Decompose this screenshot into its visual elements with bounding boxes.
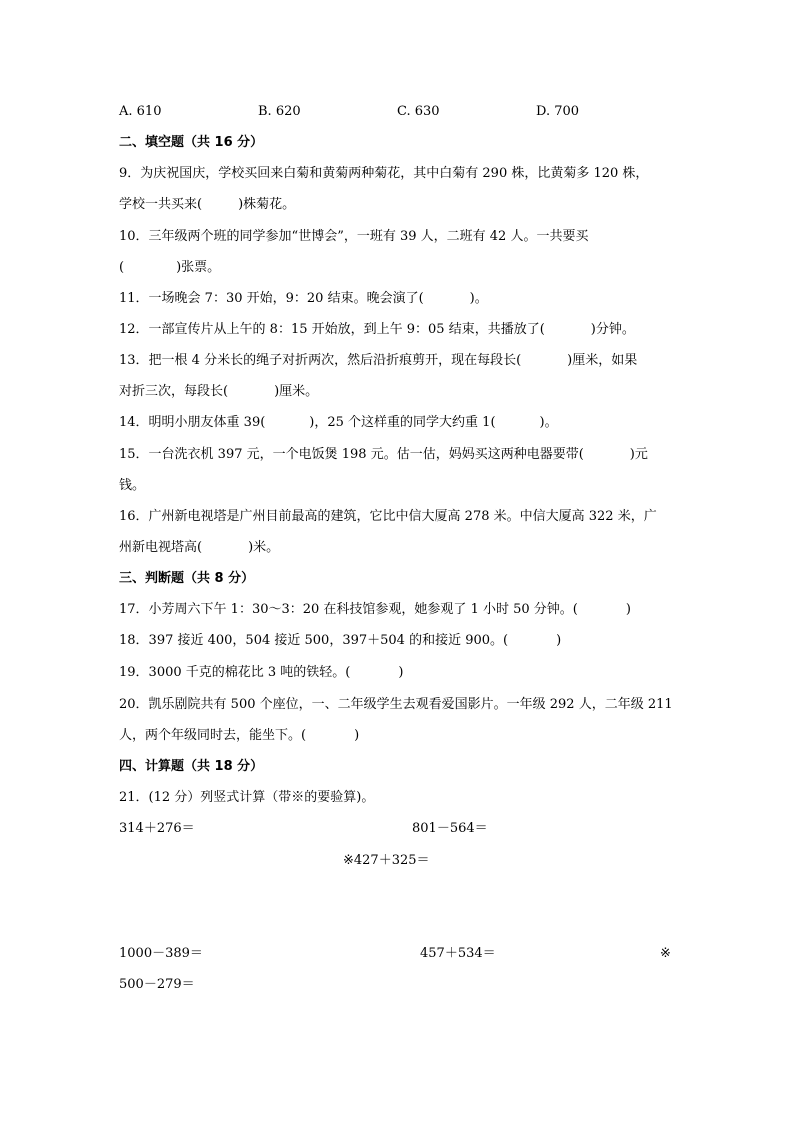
calc-2: 801－564＝ bbox=[412, 821, 488, 836]
q19-text-b: ) bbox=[398, 665, 404, 680]
q14-text-b: )，25 个这样重的同学大约重 1( bbox=[309, 415, 496, 430]
option-c: C. 630 bbox=[397, 104, 440, 119]
q20-line2 bbox=[119, 727, 359, 745]
q21-intro: 21．(12 分）列竖式计算（带※的要验算)。 bbox=[119, 790, 375, 805]
section-3-title: 三、判断题（共 8 分） bbox=[119, 571, 255, 586]
q19-text-a: 19．3000 千克的棉花比 3 吨的铁轻。( bbox=[119, 665, 351, 680]
q9-line2 bbox=[119, 196, 295, 214]
q11 bbox=[119, 290, 488, 308]
q13-line2 bbox=[119, 383, 318, 401]
q10-line2 bbox=[119, 259, 220, 277]
q16-line2 bbox=[119, 539, 279, 557]
calc-3: ※427＋325＝ bbox=[343, 853, 430, 868]
q13-text-d: )厘米。 bbox=[274, 384, 319, 399]
q10-line1: 10．三年级两个班的同学参加“世博会”，一班有 39 人，二班有 42 人。一共要买 bbox=[119, 229, 589, 244]
q18-text-a: 18．397 接近 400，504 接近 500，397＋504 的和接近 900。( bbox=[119, 633, 509, 648]
q16-line1: 16．广州新电视塔是广州目前最高的建筑，它比中信大厦高 278 米。中信大厦高 322 米，广 bbox=[119, 509, 657, 524]
q12-text-a: 12．一部宣传片从上午的 8：15 开始放，到上午 9：05 结束，共播放了( bbox=[119, 322, 545, 337]
q15-line2: 钱。 bbox=[119, 478, 146, 493]
q9-text-b: )株菊花。 bbox=[238, 197, 296, 212]
q9-line1: 9．为庆祝国庆，学校买回来白菊和黄菊两种菊花，其中白菊有 290 株，比黄菊多 120 株， bbox=[119, 166, 649, 181]
section-4-title: 四、计算题（共 18 分） bbox=[119, 759, 264, 774]
q13-text-b: )厘米，如果 bbox=[567, 353, 638, 368]
q17-text-b: ) bbox=[625, 602, 631, 617]
q11-text-a: 11．一场晚会 7：30 开始，9：20 结束。晚会演了( bbox=[119, 291, 424, 306]
option-d: D. 700 bbox=[536, 104, 580, 119]
option-b: B. 620 bbox=[258, 104, 301, 119]
q13-text-c: 对折三次，每段长( bbox=[119, 384, 229, 399]
q16-text-b: )米。 bbox=[248, 540, 280, 555]
calc-4: 1000－389＝ bbox=[119, 946, 203, 961]
q14-text-a: 14．明明小朋友体重 39( bbox=[119, 415, 266, 430]
q9-text-a: 学校一共买来( bbox=[119, 197, 203, 212]
q17-text-a: 17．小芳周六下午 1：30～3：20 在科技馆参观，她参观了 1 小时 50 分钟。( bbox=[119, 602, 578, 617]
q13-line1 bbox=[119, 352, 637, 370]
q20-text-a: 人，两个年级同时去，能坐下。( bbox=[119, 728, 307, 743]
calc-6: 500－279＝ bbox=[119, 977, 195, 992]
q20-line1: 20．凯乐剧院共有 500 个座位，一、二年级学生去观看爱国影片。一年级 292 人，二年级 211 bbox=[119, 697, 673, 712]
calc-1: 314＋276＝ bbox=[119, 821, 195, 836]
q13-text-a: 13．把一根 4 分米长的绳子对折两次，然后沿折痕剪开，现在每段长( bbox=[119, 353, 522, 368]
q18-text-b: ) bbox=[556, 633, 562, 648]
option-a: A. 610 bbox=[119, 104, 162, 119]
q12 bbox=[119, 321, 635, 339]
q16-text-a: 州新电视塔高( bbox=[119, 540, 203, 555]
q20-text-b: ) bbox=[354, 728, 360, 743]
calc-5: 457＋534＝ bbox=[420, 946, 496, 961]
q15-text-a: 15．一台洗衣机 397 元，一个电饭煲 198 元。估一估，妈妈买这两种电器要带( bbox=[119, 447, 584, 462]
q11-text-b: )。 bbox=[469, 291, 488, 306]
q14-text-c: )。 bbox=[539, 415, 558, 430]
q10-text-b: )张票。 bbox=[176, 260, 221, 275]
q19 bbox=[119, 664, 403, 682]
q12-text-b: )分钟。 bbox=[590, 322, 635, 337]
q15-text-b: )元 bbox=[629, 447, 648, 462]
section-2-title: 二、填空题（共 16 分） bbox=[119, 135, 264, 150]
q17 bbox=[119, 601, 631, 619]
q18 bbox=[119, 632, 561, 650]
q10-text-a: ( bbox=[119, 260, 125, 275]
q15-line1 bbox=[119, 446, 648, 464]
q14 bbox=[119, 414, 558, 432]
calc-6-marker: ※ bbox=[660, 946, 671, 961]
